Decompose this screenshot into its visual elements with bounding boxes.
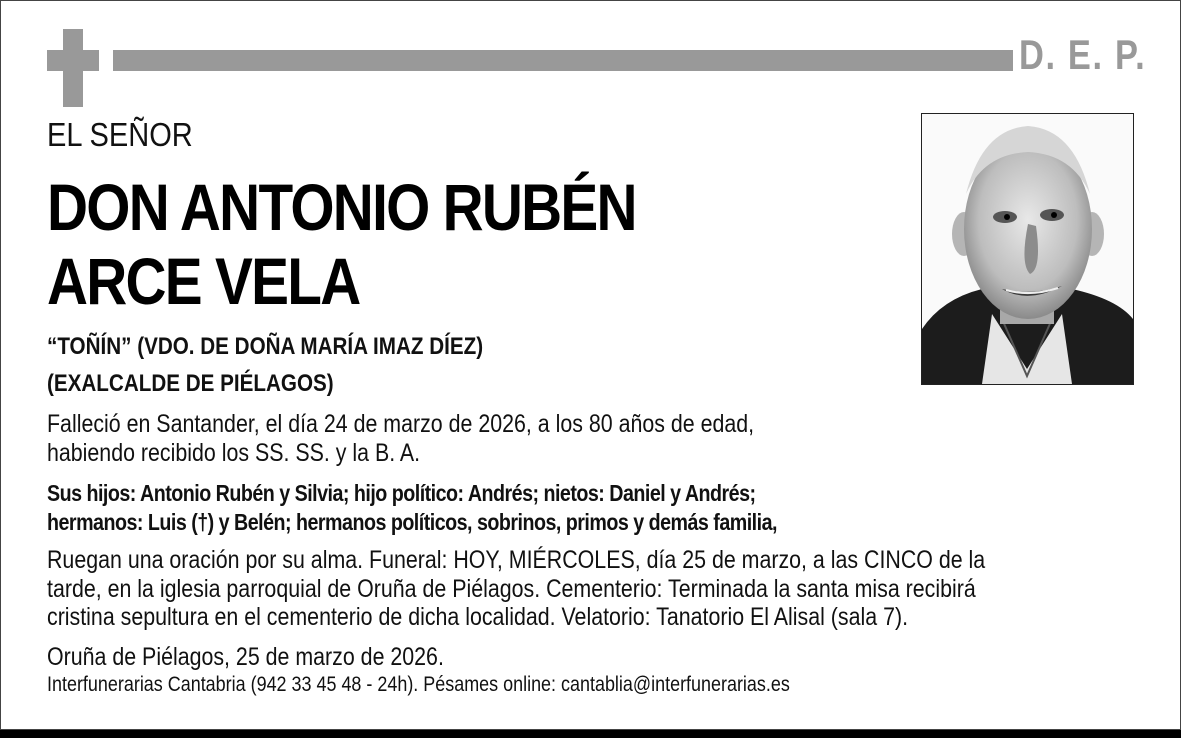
portrait-image [922,114,1133,384]
death-notice-line: habiendo recibido los SS. SS. y la B. A. [47,438,421,467]
death-notice [47,410,754,467]
funeral-line: tarde, en la iglesia parroquial de Oruña de Piélagos. Cementerio: Terminada la santa misa recibirá [47,574,976,603]
footer-contact: Interfunerarias Cantabria (942 33 45 48 - 24h). Pésames online: cantablia@interfunerarias.es [47,673,790,696]
header-rule [113,50,1013,71]
family-line: hermanos: Luis (†) y Belén; hermanos políticos, sobrinos, primos y demás familia, [47,509,777,535]
place-date: Oruña de Piélagos, 25 de marzo de 2026. [47,643,444,671]
funeral-info [47,546,985,632]
name-line-2: ARCE VELA [47,244,360,318]
name-line-1: DON ANTONIO RUBÉN [47,170,636,244]
dep-label: D. E. P. [1019,31,1147,78]
family-list [47,479,777,537]
deceased-name [47,170,636,318]
portrait-photo [921,113,1134,385]
nickname-line: “TOÑÍN” (VDO. DE DOÑA MARÍA IMAZ DÍEZ) [47,333,484,360]
funeral-line: cristina sepultura en el cementerio de dicha localidad. Velatorio: Tanatorio El Alisal (sala 7). [47,603,909,631]
title-line: (EXALCALDE DE PIÉLAGOS) [47,370,334,397]
bottom-band [0,730,1181,738]
funeral-line: Ruegan una oración por su alma. Funeral: HOY, MIÉRCOLES, día 25 de marzo, a las CINCO de la [47,546,986,574]
honorific: EL SEÑOR [47,116,193,153]
cross-icon-bar [47,50,99,71]
family-line: Sus hijos: Antonio Rubén y Silvia; hijo político: Andrés; nietos: Daniel y Andrés; [47,480,756,506]
death-notice-line: Falleció en Santander, el día 24 de marzo de 2026, a los 80 años de edad, [47,410,755,438]
